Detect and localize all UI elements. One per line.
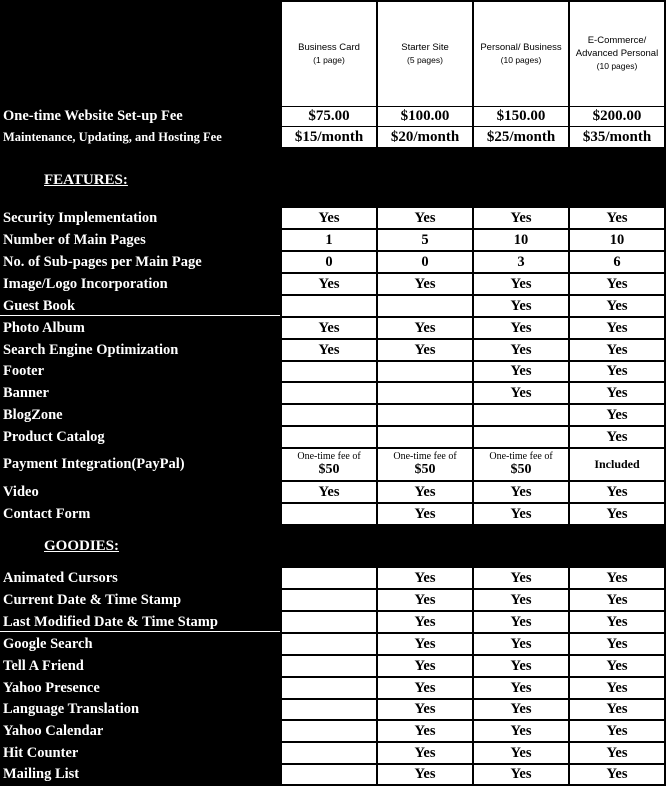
goodies-value — [281, 699, 377, 720]
goodies-label: Tell A Friend — [3, 657, 84, 674]
features-value — [377, 361, 473, 382]
goodies-value — [281, 764, 377, 785]
goodies-value: Yes — [377, 764, 473, 785]
features-label: Photo Album — [3, 319, 85, 336]
fee-text: One-time fee of — [393, 450, 457, 462]
goodies-label: Yahoo Presence — [3, 679, 100, 696]
features-value — [377, 448, 473, 481]
features-label: Guest Book — [3, 297, 76, 314]
features-value: Yes — [377, 317, 473, 339]
plan-name: Advanced Personal — [575, 48, 659, 60]
goodies-value — [281, 611, 377, 633]
features-value — [281, 361, 377, 382]
features-value — [377, 404, 473, 426]
plan-name: Starter Site — [401, 41, 449, 53]
fee-value: $200.00 — [569, 106, 665, 127]
features-value: Yes — [377, 273, 473, 295]
goodies-value: Yes — [473, 567, 569, 589]
features-value: Yes — [473, 339, 569, 361]
features-value — [473, 404, 569, 426]
plan-name: Business Card — [298, 41, 360, 53]
features-label: Image/Logo Incorporation — [3, 275, 168, 292]
goodies-value: Yes — [377, 699, 473, 720]
features-value: 0 — [281, 251, 377, 273]
fee-value: $15/month — [281, 126, 377, 148]
features-value: Yes — [569, 426, 665, 448]
features-value: Yes — [281, 207, 377, 229]
fee-value: $75.00 — [281, 106, 377, 127]
features-value: Yes — [377, 207, 473, 229]
features-label: Video — [3, 483, 39, 500]
features-label: Footer — [3, 363, 45, 379]
goodies-value — [281, 742, 377, 764]
features-label: Payment Integration(PayPal) — [3, 456, 185, 472]
features-value — [281, 426, 377, 448]
plan-pages: (1 page) — [313, 54, 345, 65]
features-value: Yes — [569, 481, 665, 503]
features-value: Yes — [569, 339, 665, 361]
fee-value: $150.00 — [473, 106, 569, 127]
fee-value: $25/month — [473, 126, 569, 148]
goodies-value: Yes — [377, 655, 473, 677]
features-value: 1 — [281, 229, 377, 251]
goodies-value: Yes — [569, 720, 665, 742]
goodies-label: Animated Cursors — [3, 569, 118, 586]
goodies-value: Yes — [569, 764, 665, 785]
goodies-value: Yes — [473, 720, 569, 742]
features-value: Yes — [569, 273, 665, 295]
features-value: Yes — [281, 273, 377, 295]
features-value — [281, 503, 377, 525]
goodies-value: Yes — [473, 655, 569, 677]
features-value: Yes — [569, 404, 665, 426]
features-label: Product Catalog — [3, 428, 105, 445]
features-value: 3 — [473, 251, 569, 273]
fee-value: $20/month — [377, 126, 473, 148]
features-value — [377, 426, 473, 448]
features-value — [377, 382, 473, 404]
plan-header — [377, 1, 473, 107]
plan-name: E-Commerce/ — [587, 35, 647, 47]
features-value: Yes — [473, 503, 569, 525]
goodies-value: Yes — [473, 764, 569, 785]
goodies-value: Yes — [569, 611, 665, 633]
features-value: Yes — [377, 339, 473, 361]
goodies-label: Yahoo Calendar — [3, 722, 104, 739]
goodies-label: Mailing List — [3, 766, 80, 782]
fee-label: One-time Website Set-up Fee — [3, 108, 183, 124]
features-value: Yes — [281, 317, 377, 339]
fee-value: $35/month — [569, 126, 665, 148]
features-value: Yes — [281, 481, 377, 503]
features-value: Yes — [473, 317, 569, 339]
goodies-value — [281, 677, 377, 699]
features-value: 6 — [569, 251, 665, 273]
goodies-value: Yes — [473, 611, 569, 633]
features-value: Yes — [473, 207, 569, 229]
features-value: 5 — [377, 229, 473, 251]
features-label: Number of Main Pages — [3, 231, 146, 248]
goodies-value: Yes — [377, 677, 473, 699]
goodies-value: Yes — [473, 742, 569, 764]
goodies-value: Yes — [473, 677, 569, 699]
plan-pages: (5 pages) — [407, 54, 443, 65]
features-value — [377, 295, 473, 317]
features-value: 10 — [473, 229, 569, 251]
goodies-value: Yes — [377, 611, 473, 633]
features-value: Yes — [473, 273, 569, 295]
goodies-value: Yes — [569, 589, 665, 611]
features-label: Contact Form — [3, 505, 91, 522]
features-value — [281, 295, 377, 317]
goodies-value: Yes — [569, 742, 665, 764]
features-value: Yes — [569, 361, 665, 382]
features-value — [473, 426, 569, 448]
features-value: Yes — [473, 295, 569, 317]
features-label: Banner — [3, 384, 49, 401]
features-label: Security Implementation — [3, 209, 158, 226]
goodies-value: Yes — [473, 589, 569, 611]
features-heading: FEATURES: — [44, 171, 128, 188]
plan-header — [281, 1, 377, 107]
features-value — [281, 382, 377, 404]
fee-value: $100.00 — [377, 106, 473, 127]
fee-text: One-time fee of — [489, 450, 553, 462]
features-label: Search Engine Optimization — [3, 341, 179, 358]
features-label: BlogZone — [3, 406, 63, 423]
goodies-value: Yes — [569, 699, 665, 720]
goodies-value: Yes — [569, 567, 665, 589]
features-label: No. of Sub-pages per Main Page — [3, 253, 202, 270]
features-value: Yes — [377, 503, 473, 525]
plan-header — [473, 1, 569, 107]
features-value: Yes — [473, 382, 569, 404]
goodies-value: Yes — [569, 677, 665, 699]
plan-pages: (10 pages) — [500, 54, 542, 65]
goodies-value — [281, 589, 377, 611]
goodies-label: Current Date & Time Stamp — [3, 591, 182, 608]
features-value: Yes — [473, 481, 569, 503]
divider-line — [0, 315, 280, 316]
plan-pages: (10 pages) — [596, 61, 638, 72]
goodies-label: Google Search — [3, 635, 93, 652]
goodies-value: Yes — [569, 655, 665, 677]
goodies-value: Yes — [377, 589, 473, 611]
goodies-heading: GOODIES: — [44, 537, 120, 554]
features-value: Yes — [569, 382, 665, 404]
fee-amount: $50 — [318, 462, 340, 478]
features-value: Yes — [377, 481, 473, 503]
goodies-label: Language Translation — [3, 701, 140, 717]
goodies-label: Last Modified Date & Time Stamp — [3, 613, 218, 630]
goodies-value: Yes — [377, 742, 473, 764]
features-value: Yes — [473, 361, 569, 382]
features-value: Yes — [569, 503, 665, 525]
features-value: Yes — [281, 339, 377, 361]
fee-amount: $50 — [414, 462, 436, 478]
features-value — [281, 404, 377, 426]
features-value: Yes — [569, 295, 665, 317]
fee-text: One-time fee of — [297, 450, 361, 462]
goodies-value: Yes — [569, 633, 665, 655]
features-value — [473, 448, 569, 481]
fee-amount: $50 — [510, 462, 532, 478]
goodies-value — [281, 720, 377, 742]
goodies-value — [281, 655, 377, 677]
fee-label: Maintenance, Updating, and Hosting Fee — [3, 129, 222, 144]
features-value: 10 — [569, 229, 665, 251]
goodies-value: Yes — [377, 567, 473, 589]
goodies-value: Yes — [473, 633, 569, 655]
features-value: Yes — [569, 317, 665, 339]
divider-line — [0, 631, 280, 632]
goodies-value: Yes — [377, 720, 473, 742]
goodies-value — [281, 567, 377, 589]
goodies-value: Yes — [473, 699, 569, 720]
goodies-label: Hit Counter — [3, 744, 79, 761]
plan-name: Personal/ Business — [480, 41, 562, 53]
goodies-value: Yes — [377, 633, 473, 655]
features-value: 0 — [377, 251, 473, 273]
features-value: Included — [569, 448, 665, 481]
goodies-value — [281, 633, 377, 655]
features-value — [281, 448, 377, 481]
features-value: Yes — [569, 207, 665, 229]
plan-header — [569, 1, 665, 107]
